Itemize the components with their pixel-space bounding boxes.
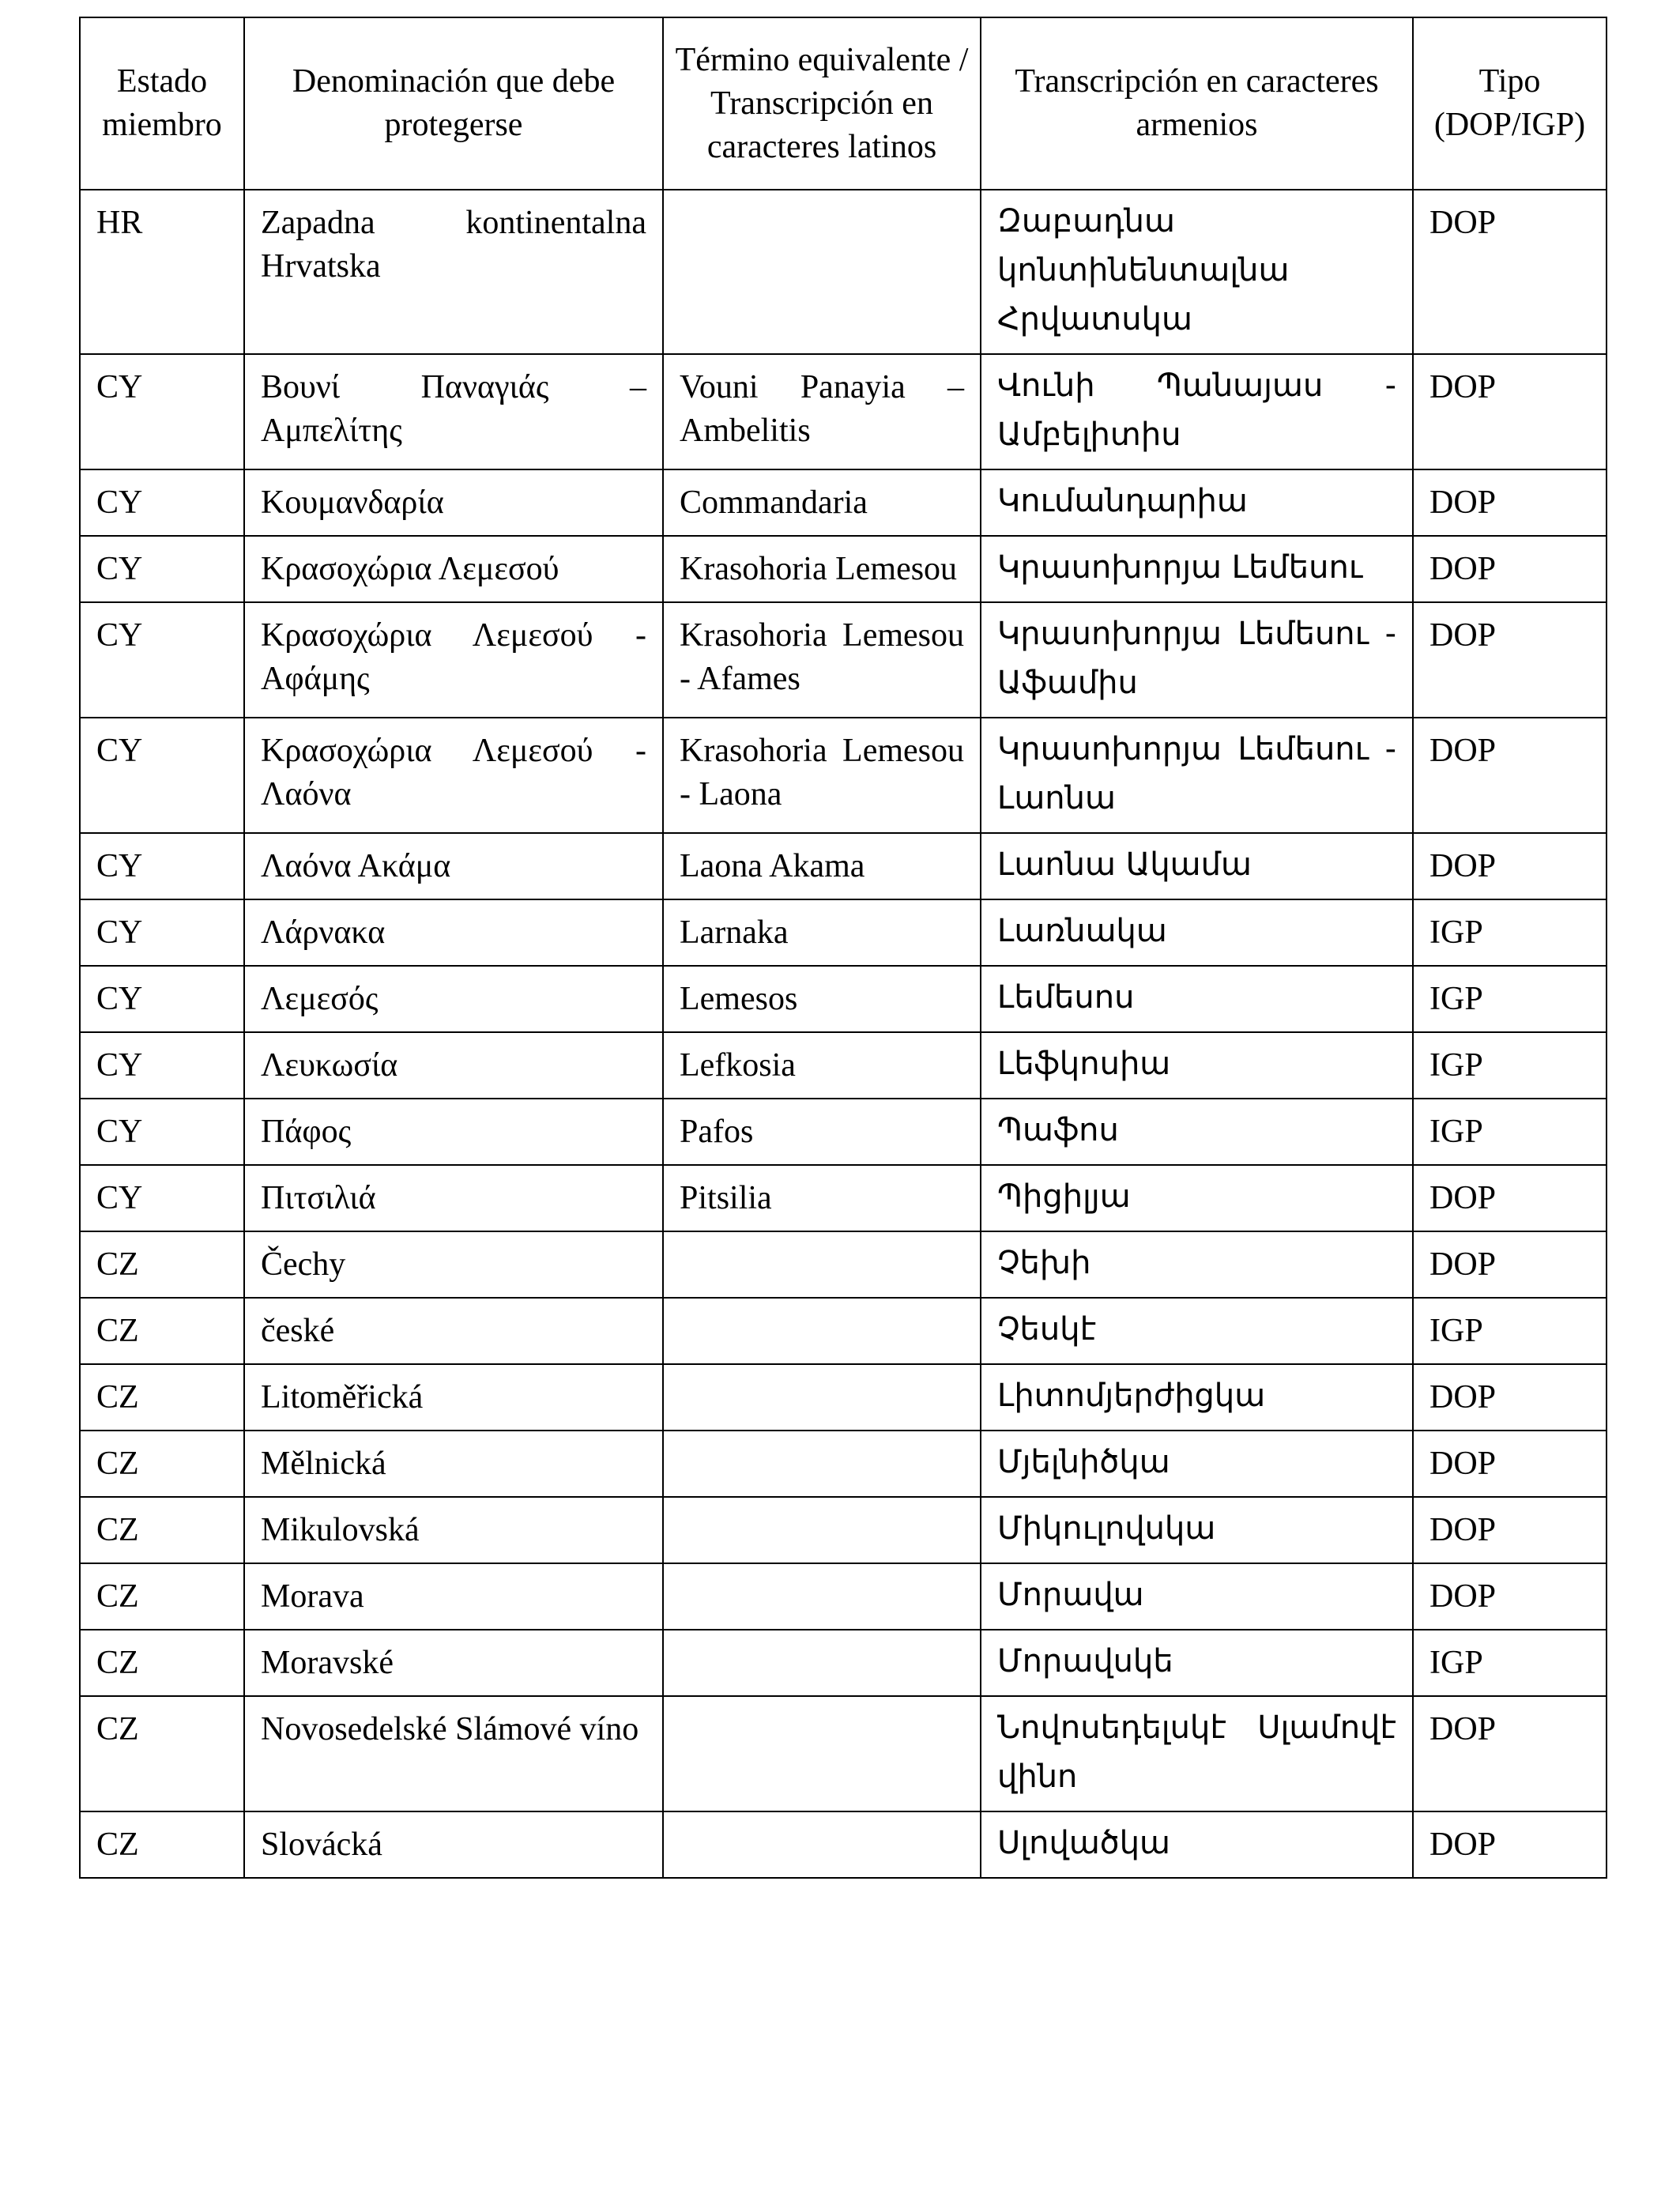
cell-armenian-transcription: Չեսկէ <box>981 1298 1413 1364</box>
table-row <box>80 899 1607 966</box>
table-row <box>80 190 1607 354</box>
cell-member-state: CY <box>80 833 244 899</box>
cell-latin-transcription: Krasohoria Lemesou <box>663 536 981 602</box>
table-row <box>80 536 1607 602</box>
cell-latin-transcription: Krasohoria Lemesou - Laona <box>663 718 981 833</box>
cell-armenian-transcription: Մորավսկե <box>981 1630 1413 1696</box>
cell-armenian-transcription: Միկուլովսկա <box>981 1497 1413 1563</box>
cell-protected-name: Litoměřická <box>244 1364 663 1431</box>
cell-armenian-transcription: Նովոսեդելսկէ Սլամովէ վինո <box>981 1696 1413 1811</box>
cell-armenian-transcription: Կրասոխորյա Լեմեսու <box>981 536 1413 602</box>
cell-latin-transcription: Lemesos <box>663 966 981 1032</box>
cell-latin-transcription: Krasohoria Lemesou - Afames <box>663 602 981 718</box>
cell-protected-name: Κρασοχώρια Λεμεσού <box>244 536 663 602</box>
cell-member-state: CZ <box>80 1497 244 1563</box>
cell-latin-transcription <box>663 1563 981 1630</box>
cell-member-state: CZ <box>80 1298 244 1364</box>
cell-latin-transcription <box>663 1630 981 1696</box>
cell-member-state: CY <box>80 602 244 718</box>
cell-latin-transcription <box>663 1431 981 1497</box>
table-row <box>80 1099 1607 1165</box>
header-row <box>80 17 1607 190</box>
cell-member-state: CY <box>80 966 244 1032</box>
cell-type: DOP <box>1413 190 1607 354</box>
table-row <box>80 1364 1607 1431</box>
cell-protected-name: Λάρνακα <box>244 899 663 966</box>
table-header <box>80 17 1607 190</box>
cell-protected-name: Novosedelské Slámové víno <box>244 1696 663 1811</box>
table-body <box>80 190 1607 1878</box>
cell-latin-transcription: Commandaria <box>663 469 981 536</box>
cell-member-state: CY <box>80 536 244 602</box>
cell-type: IGP <box>1413 1298 1607 1364</box>
cell-member-state: CY <box>80 1099 244 1165</box>
table-row <box>80 1630 1607 1696</box>
cell-member-state: CY <box>80 718 244 833</box>
cell-member-state: CY <box>80 899 244 966</box>
cell-protected-name: Πάφος <box>244 1099 663 1165</box>
table-row <box>80 1165 1607 1231</box>
cell-latin-transcription: Pitsilia <box>663 1165 981 1231</box>
cell-protected-name: Κρασοχώρια Λεμεσού - Αφάμης <box>244 602 663 718</box>
cell-protected-name: Κουμανδαρία <box>244 469 663 536</box>
cell-latin-transcription <box>663 1811 981 1878</box>
cell-latin-transcription <box>663 190 981 354</box>
table-row <box>80 1696 1607 1811</box>
cell-protected-name: Slovácká <box>244 1811 663 1878</box>
cell-protected-name: Βουνί Παναγιάς – Αμπελίτης <box>244 354 663 469</box>
wine-names-table <box>79 17 1607 1879</box>
cell-type: DOP <box>1413 1165 1607 1231</box>
cell-armenian-transcription: Պիցիլյա <box>981 1165 1413 1231</box>
cell-member-state: HR <box>80 190 244 354</box>
cell-member-state: CZ <box>80 1811 244 1878</box>
cell-armenian-transcription: Պաֆոս <box>981 1099 1413 1165</box>
table-row <box>80 1431 1607 1497</box>
table-row <box>80 1563 1607 1630</box>
header-member-state: Estado miembro <box>80 17 244 190</box>
cell-armenian-transcription: Լառնակա <box>981 899 1413 966</box>
cell-latin-transcription <box>663 1231 981 1298</box>
cell-latin-transcription: Pafos <box>663 1099 981 1165</box>
cell-member-state: CZ <box>80 1563 244 1630</box>
table-row <box>80 966 1607 1032</box>
cell-type: DOP <box>1413 1364 1607 1431</box>
table-row <box>80 1298 1607 1364</box>
cell-type: IGP <box>1413 1099 1607 1165</box>
table-row <box>80 1497 1607 1563</box>
cell-armenian-transcription: Լեմեսոս <box>981 966 1413 1032</box>
cell-type: DOP <box>1413 1231 1607 1298</box>
cell-member-state: CZ <box>80 1364 244 1431</box>
header-type: Tipo (DOP/IGP) <box>1413 17 1607 190</box>
cell-member-state: CZ <box>80 1231 244 1298</box>
cell-member-state: CZ <box>80 1630 244 1696</box>
cell-armenian-transcription: Լեֆկոսիա <box>981 1032 1413 1099</box>
cell-type: DOP <box>1413 1497 1607 1563</box>
cell-type: DOP <box>1413 1811 1607 1878</box>
cell-protected-name: Λαόνα Ακάμα <box>244 833 663 899</box>
cell-protected-name: Πιτσιλιά <box>244 1165 663 1231</box>
cell-armenian-transcription: Չեխի <box>981 1231 1413 1298</box>
table-row <box>80 469 1607 536</box>
cell-type: DOP <box>1413 1696 1607 1811</box>
cell-type: IGP <box>1413 966 1607 1032</box>
cell-type: DOP <box>1413 354 1607 469</box>
cell-latin-transcription: Laona Akama <box>663 833 981 899</box>
cell-latin-transcription: Lefkosia <box>663 1032 981 1099</box>
cell-type: IGP <box>1413 899 1607 966</box>
header-protected-name: Denominación que debe protegerse <box>244 17 663 190</box>
cell-protected-name: Čechy <box>244 1231 663 1298</box>
cell-protected-name: Κρασοχώρια Λεμεσού - Λαόνα <box>244 718 663 833</box>
cell-type: DOP <box>1413 536 1607 602</box>
cell-protected-name: české <box>244 1298 663 1364</box>
cell-armenian-transcription: Լիտոմյերժիցկա <box>981 1364 1413 1431</box>
cell-type: DOP <box>1413 469 1607 536</box>
cell-protected-name: Mikulovská <box>244 1497 663 1563</box>
cell-member-state: CY <box>80 1165 244 1231</box>
cell-member-state: CY <box>80 1032 244 1099</box>
cell-protected-name: Λευκωσία <box>244 1032 663 1099</box>
cell-member-state: CY <box>80 354 244 469</box>
cell-member-state: CZ <box>80 1696 244 1811</box>
cell-type: DOP <box>1413 1431 1607 1497</box>
cell-armenian-transcription: Լաոնա Ակամա <box>981 833 1413 899</box>
table-row <box>80 602 1607 718</box>
header-latin-transcription: Término equivalente / Transcripción en caracteres latinos <box>663 17 981 190</box>
table-row <box>80 718 1607 833</box>
cell-armenian-transcription: Կումանդարիա <box>981 469 1413 536</box>
cell-armenian-transcription: Վունի Պանայաս - Ամբելիտիս <box>981 354 1413 469</box>
cell-latin-transcription <box>663 1298 981 1364</box>
cell-type: IGP <box>1413 1630 1607 1696</box>
cell-armenian-transcription: Զաբադնա կոնտինենտալնա Հրվատսկա <box>981 190 1413 354</box>
cell-latin-transcription <box>663 1696 981 1811</box>
table-row <box>80 1811 1607 1878</box>
cell-latin-transcription <box>663 1497 981 1563</box>
cell-type: DOP <box>1413 602 1607 718</box>
cell-member-state: CZ <box>80 1431 244 1497</box>
cell-latin-transcription: Larnaka <box>663 899 981 966</box>
table-row <box>80 1032 1607 1099</box>
cell-armenian-transcription: Կրասոխորյա Լեմեսու - Աֆամիս <box>981 602 1413 718</box>
cell-latin-transcription <box>663 1364 981 1431</box>
table-row <box>80 833 1607 899</box>
cell-protected-name: Mělnická <box>244 1431 663 1497</box>
cell-type: DOP <box>1413 833 1607 899</box>
cell-member-state: CY <box>80 469 244 536</box>
cell-armenian-transcription: Կրասոխորյա Լեմեսու - Լաոնա <box>981 718 1413 833</box>
cell-protected-name: Zapadna kontinentalna Hrvatska <box>244 190 663 354</box>
cell-armenian-transcription: Մորավա <box>981 1563 1413 1630</box>
cell-latin-transcription: Vouni Panayia – Ambelitis <box>663 354 981 469</box>
cell-protected-name: Λεμεσός <box>244 966 663 1032</box>
table-row <box>80 1231 1607 1298</box>
cell-type: IGP <box>1413 1032 1607 1099</box>
cell-armenian-transcription: Մյելնիծկա <box>981 1431 1413 1497</box>
header-armenian-transcription: Transcripción en caracteres armenios <box>981 17 1413 190</box>
cell-protected-name: Morava <box>244 1563 663 1630</box>
cell-type: DOP <box>1413 1563 1607 1630</box>
cell-armenian-transcription: Սլովածկա <box>981 1811 1413 1878</box>
cell-type: DOP <box>1413 718 1607 833</box>
table-row <box>80 354 1607 469</box>
cell-protected-name: Moravské <box>244 1630 663 1696</box>
